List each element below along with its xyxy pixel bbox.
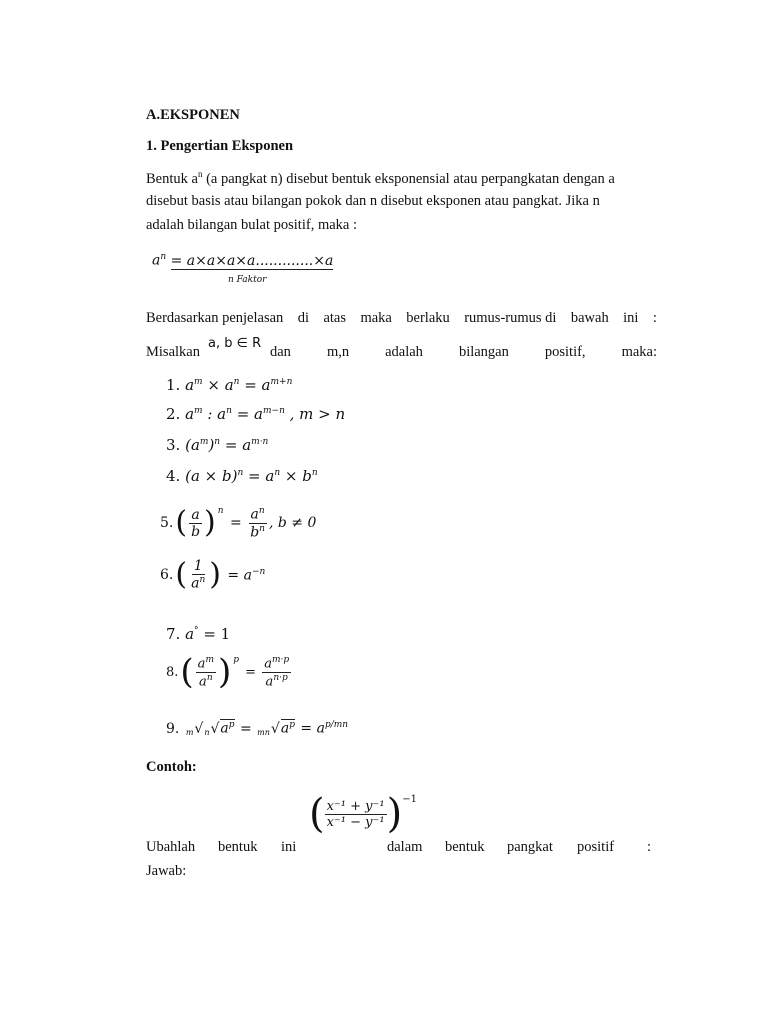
rule-7: 7. a° = 1 <box>166 625 231 643</box>
rule-3: 3. $(a^m)^n = a^{m\cdot n}$ <box>166 436 269 454</box>
factor-formula: $a^n = a\times a\times a\times a.............\times a$ <box>152 252 334 269</box>
rule-4: 4. $(a \times b)^n = a^n \times b^n$ <box>166 467 318 485</box>
definition-line-2: disebut basis atau bilangan pokok dan n disebut eksponen atau pangkat. Jika n <box>146 193 600 209</box>
rule-6: 6. ( $\frac{1}{a^n}$ ) = $a^{-n}$ <box>160 556 266 592</box>
rules-intro-line: Berdasarkan penjelasan di atas maka berlaku rumus-rumus di bawah ini : <box>146 310 657 326</box>
section-title: A.EKSPONEN <box>146 107 240 123</box>
set-expression: a, b ∈ R <box>208 336 262 351</box>
example-expression: ( $\frac{\text{x⁻¹ + y⁻¹}}{\text{x⁻¹ − y⁻¹}}$ ) $^{-1}$ <box>309 791 417 837</box>
rule-5: 5. ( $\frac{a}{b}$ ) $^n$ = $\frac{a^n}{b^n}$ , b ≠ 0 <box>160 505 317 541</box>
definition-line-3: adalah bilangan bulat positif, maka : <box>146 217 357 233</box>
answer-label: Jawab: <box>146 863 187 879</box>
subsection-title: 1. Pengertian Eksponen <box>146 138 294 154</box>
rule-8: 8. ( $\frac{a^m}{a^n}$ ) $^p$ = $\frac{a^{m\cdot p}}{a^{n\cdot p}}$ <box>166 652 290 692</box>
underbrace-label: n Faktor <box>228 275 267 285</box>
definition-line-1: Bentuk $a^n$ (a pangkat n) disebut bentuk eksponensial atau perpangkatan dengan a <box>146 169 615 187</box>
rule-2: 2. $a^m$ : $a^n = a^{m-n}$ , m > n <box>166 405 346 423</box>
example-instruction: Ubahlah bentuk ini dalam bentuk pangkat positif : <box>146 839 652 855</box>
misalkan-label: Misalkan <box>146 344 200 360</box>
rules-intro-tail: dan m,n adalah bilangan positif, maka: <box>270 344 657 360</box>
example-title: Contoh: <box>146 759 197 775</box>
rule-9: 9. $_m$ √ $_n$ √ $a^p$ = $_{mn}$ √ $a^p$ = $a^{p/mn}$ <box>166 720 349 737</box>
rule-1: 1. $a^m \times a^n = a^{m+n}$ <box>166 376 293 394</box>
